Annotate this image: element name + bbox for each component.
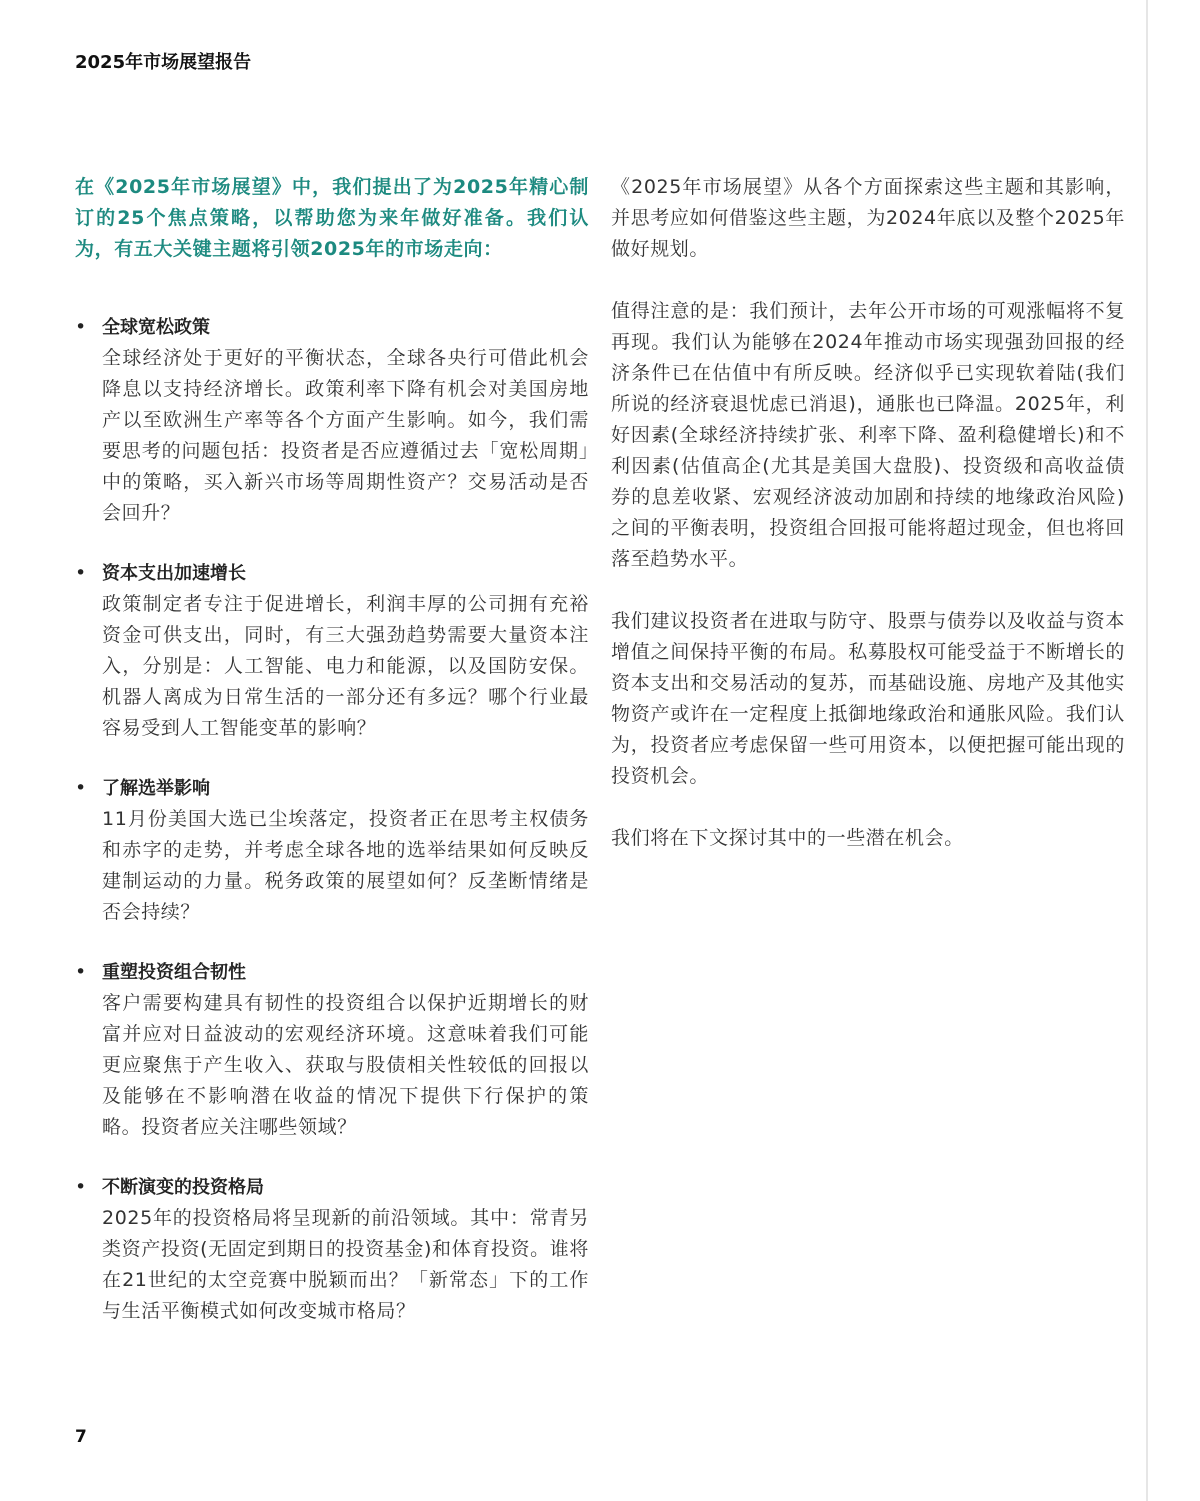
- body-paragraph: 《2025年市场展望》从各个方面探索这些主题和其影响，并思考应如何借鉴这些主题，为2024年底以及整个2025年做好规划。: [611, 176, 1125, 260]
- theme-title: 全球宽松政策: [102, 317, 210, 338]
- theme-item: [75, 558, 589, 744]
- body-paragraph: 值得注意的是：我们预计，去年公开市场的可观涨幅将不复再现。我们认为能够在2024年推动市场实现强劲回报的经济条件已在估值中有所反映。经济似乎已实现软着陆(我们所说的经济衰退忧虑已消退)，通胀也已降温。2025年，利好因素(全球经济持续扩张、利率下降、盈利稳健增长)和不利因素(估值高企(尤其是美国大盘股)、投资级和高收益债券的息差收紧、宏观经济波动加剧和持续的地缘政治风险)之间的平衡表明，投资组合回报可能将超过现金，但也将回落至趋势水平。: [611, 300, 1125, 570]
- theme-item: [75, 773, 589, 928]
- theme-title: 不断演变的投资格局: [102, 1177, 264, 1198]
- body-paragraph: 我们建议投资者在进取与防守、股票与债券以及收益与资本增值之间保持平衡的布局。私募股权可能受益于不断增长的资本支出和交易活动的复苏，而基础设施、房地产及其他实物资产或许在一定程度上抵御地缘政治和通胀风险。我们认为，投资者应考虑保留一些可用资本，以便把握可能出现的投资机会。: [611, 610, 1125, 787]
- bullet-icon: •: [75, 777, 87, 799]
- theme-item: [75, 957, 589, 1143]
- page-number: 7: [75, 1427, 87, 1447]
- theme-item: [75, 1172, 589, 1327]
- theme-title: 重塑投资组合韧性: [102, 962, 246, 983]
- theme-body: 客户需要构建具有韧性的投资组合以保护近期增长的财富并应对日益波动的宏观经济环境。这意味着我们可能更应聚焦于产生收入、获取与股债相关性较低的回报以及能够在不影响潜在收益的情况下提供下行保护的策略。投资者应关注哪些领域？: [102, 992, 589, 1138]
- report-title: 2025年市场展望报告: [75, 52, 252, 73]
- body-paragraph: 我们将在下文探讨其中的一些潜在机会。: [611, 827, 964, 849]
- bullet-icon: •: [75, 316, 87, 338]
- bullet-icon: •: [75, 562, 87, 584]
- theme-body: 全球经济处于更好的平衡状态，全球各央行可借此机会降息以支持经济增长。政策利率下降有机会对美国房地产以至欧洲生产率等各个方面产生影响。如今，我们需要思考的问题包括：投资者是否应遵循过去「宽松周期」中的策略，买入新兴市场等周期性资产？交易活动是否会回升？: [102, 347, 589, 524]
- left-column: [75, 172, 589, 1356]
- theme-title: 资本支出加速增长: [102, 563, 246, 584]
- theme-body: 2025年的投资格局将呈现新的前沿领域。其中：常青另类资产投资(无固定到期日的投资基金)和体育投资。谁将在21世纪的太空竞赛中脱颖而出？「新常态」下的工作与生活平衡模式如何改变城市格局？: [102, 1207, 589, 1322]
- theme-body: 11月份美国大选已尘埃落定，投资者正在思考主权债务和赤字的走势，并考虑全球各地的选举结果如何反映反建制运动的力量。税务政策的展望如何？反垄断情绪是否会持续？: [102, 808, 589, 923]
- page-edge-divider: [1146, 0, 1148, 1501]
- intro-paragraph: 在《2025年市场展望》中，我们提出了为2025年精心制订的25个焦点策略，以帮助您为来年做好准备。我们认为，有五大关键主题将引领2025年的市场走向：: [75, 176, 589, 260]
- bullet-icon: •: [75, 961, 87, 983]
- theme-title: 了解选举影响: [102, 778, 210, 799]
- right-column: [611, 172, 1125, 885]
- theme-item: [75, 312, 589, 529]
- theme-body: 政策制定者专注于促进增长，利润丰厚的公司拥有充裕资金可供支出，同时，有三大强劲趋势需要大量资本注入，分别是：人工智能、电力和能源，以及国防安保。机器人离成为日常生活的一部分还有多远？哪个行业最容易受到人工智能变革的影响？: [102, 593, 589, 739]
- bullet-icon: •: [75, 1176, 87, 1198]
